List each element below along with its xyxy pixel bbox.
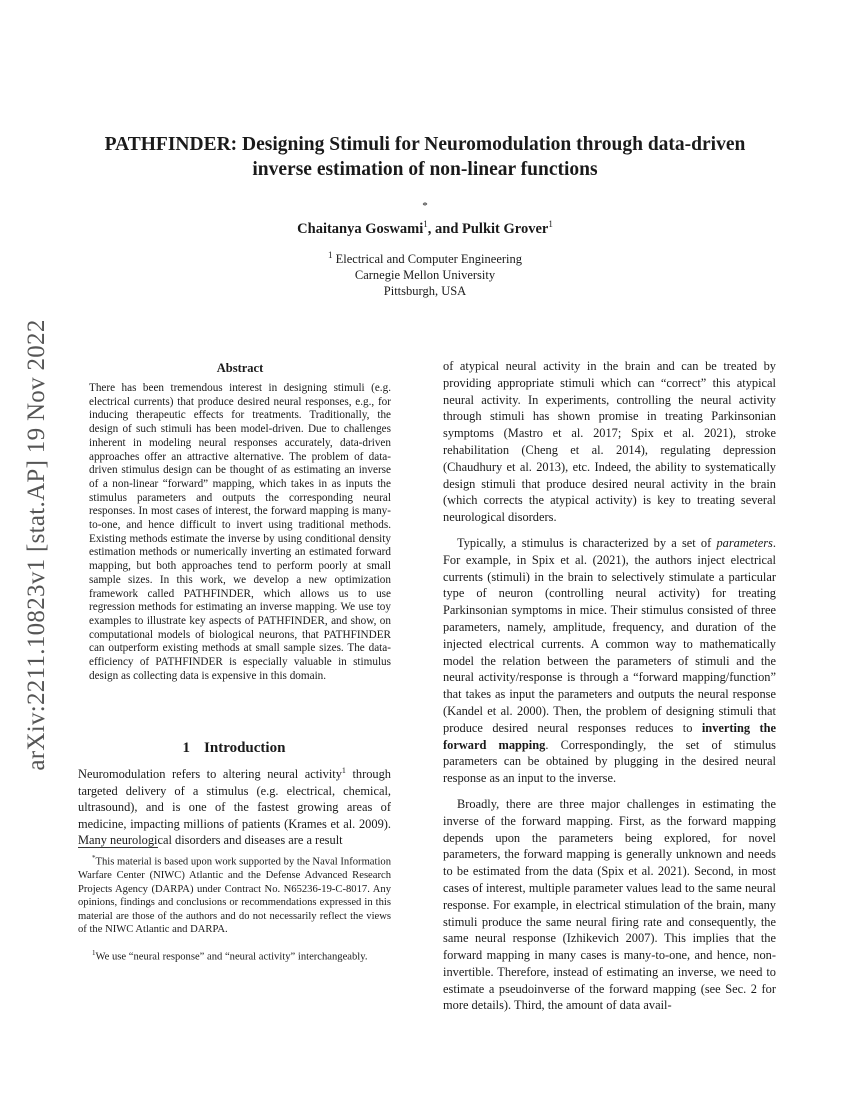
intro-text: Neuromodulation refers to altering neural activity — [78, 767, 342, 782]
footnote-ref: 1 — [341, 766, 346, 775]
title-footnote-mark: * — [422, 200, 428, 212]
arxiv-id-text: arXiv:2211.10823v1 [stat.AP] 19 Nov 2022 — [23, 319, 50, 771]
author-name: Chaitanya Goswami — [297, 220, 424, 237]
body-text: . Correspondingly, the set of stimulus parameters can be obtained by plugging in the desired neural response as an input to the inverse. — [443, 737, 777, 786]
intro-paragraph — [78, 763, 391, 849]
body-text: . For example, in Spix et al. (2021), the authors inject electrical currents (stimuli) in the brain to selectively stimulate a particular type of neuron (controlling neural activity) for treating Parkinsonian symptoms in mice. Their stimulus consisted of three parameters, namely, amplitude, frequency, and duration of the injected electrical currents. A common way to mathematically model the relation between the parameters of stimuli and the neural activity/response is through a “forward mapping/function” that takes as input the parameters and outputs the neural response (Kandel et al. 2000). Then, the problem of designing stimuli that produce desired neural responses reduces to — [443, 535, 776, 735]
abstract-heading: Abstract — [216, 361, 264, 375]
section-heading — [78, 740, 390, 757]
intro-text-cont: through targeted delivery of a stimulus (e.g. electrical, chemical, ultrasound), and is one of the fastest growing areas of medicine, impacting millions of patients (Krames et al. 2009). Many neurological disorders and diseases are a result — [78, 767, 391, 848]
footnote-funding — [78, 852, 391, 937]
footnote-mark: 1 — [92, 949, 96, 957]
author-separator: , and — [427, 220, 463, 237]
affiliation-department: Electrical and Computer Engineering — [335, 252, 522, 267]
footnote-terminology — [78, 947, 391, 964]
body-paragraph: of atypical neural activity in the brain and can be treated by providing appropriate stimuli which can “correct” this atypical neural activity. In experiments, controlling the neural activity through stimuli has shown promise in treating Parkinsonian symptoms (Mastro et al. 2017; Spix et al. 2021), stroke rehabilitation (Cheng et al. 2014), regulating depression (Chaudhury et al. 2013), etc. Indeed, the ability to systematically design stimuli that produce desired neural activity in the brain (which corrects the atypical activity) is key to treating several neurological disorders. — [443, 359, 776, 525]
affiliation-university: Carnegie Mellon University — [354, 268, 496, 283]
footnote-text: We use “neural response” and “neural activity” interchangeably. — [95, 951, 368, 963]
footnote-rule — [78, 847, 158, 848]
author-affil-mark: 1 — [423, 219, 428, 229]
footnote-mark: * — [92, 854, 96, 862]
paper-title: PATHFINDER: Designing Stimuli for Neuromodulation through data-driven inverse estimation of non-linear functions — [104, 134, 746, 180]
author-list — [0, 219, 850, 238]
affiliation-mark: 1 — [327, 250, 333, 260]
emphasis-term: parameters — [716, 535, 773, 550]
section-number: 1 — [182, 740, 191, 756]
body-paragraph — [443, 535, 776, 787]
section-title: Introduction — [204, 740, 286, 756]
footnote-text: This material is based upon work supported by the Naval Information Warfare Center (NIWC) Atlantic and the Defense Advanced Research Projects Agency (DARPA) under Contract No. N65236-19-C-8017. Any opinions, findings and conclusions or recommendations expressed in this material are those of the authors and do not necessarily reflect the views of the NIWC Atlantic and DARPA. — [78, 856, 391, 936]
right-column — [443, 358, 776, 1023]
body-text: Typically, a stimulus is characterized by a set of — [457, 535, 717, 550]
affiliation-location: Pittsburgh, USA — [383, 284, 467, 299]
author-affil-mark: 1 — [548, 219, 553, 229]
body-paragraph: Broadly, there are three major challenges in estimating the inverse of the forward mapping. First, as the forward mapping depends upon the parameters being explored, for novel parameters, the forward mapping is generally unknown and needs to be estimated from the data (Spix et al. 2021). Second, in most cases of interest, multiple parameter values lead to the same neural response. For example, in electrical stimulation of the brain, many stimuli produce the same neural firing rate and consequently, the same neural response (Izhikevich 2007). This implies that the forward mapping in many cases is many-to-one, and hence, non-invertible. Therefore, instead of estimating an inverse, we need to estimate a pseudoinverse of the forward mapping (see Sec. 2 for more details). Third, the amount of data avail- — [443, 796, 776, 1013]
affiliation-line — [0, 247, 850, 267]
abstract-text: There has been tremendous interest in designing stimuli (e.g. electrical currents) that produce desired neural responses, e.g., for inducing therapeutic effects for treatments. Traditionally, the design of such stimuli has been model-driven. Due to challenges inherent in modeling neural responses accurately, data-driven approaches offer an attractive alternative. The problem of data-driven stimulus design can be thought of as estimating an inverse of a non-linear “forward” mapping, which takes in as inputs the stimulus parameters and outputs the corresponding neural responses. In most cases of interest, the forward mapping is many-to-one, and hence difficult to invert using traditional methods. Existing methods estimate the inverse by using conditional density estimation methods or numerically inverting an estimated forward mapping, but both approaches tend to perform poorly at small sample sizes. In this work, we develop a new optimization framework called PATHFINDER, which allows us to use regression methods for estimating an inverse mapping. We use toy examples to illustrate key aspects of PATHFINDER, and show, on computational models of biological neurons, that PATHFINDER can outperform existing methods at small sample sizes. The data-efficiency of PATHFINDER is especially valuable in stimulus design as collecting data is expensive in this domain. — [89, 382, 391, 682]
bold-term: inverting the forward mapping — [443, 720, 776, 752]
arxiv-side-identifier — [12, 290, 62, 800]
author-name: Pulkit Grover — [462, 220, 549, 237]
affiliation-block — [0, 247, 850, 299]
